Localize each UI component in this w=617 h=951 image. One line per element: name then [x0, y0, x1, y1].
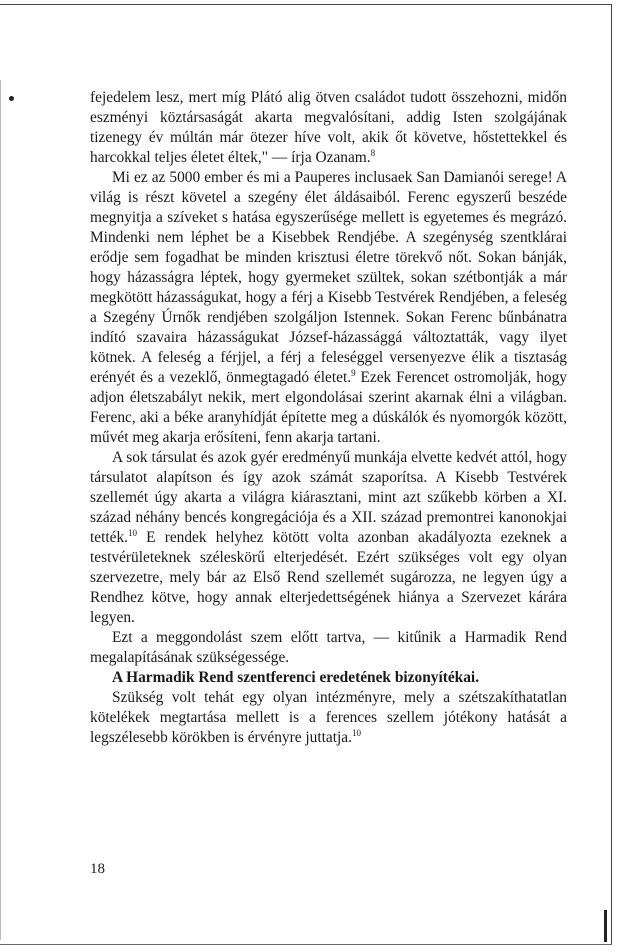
page-edge-top: [0, 4, 612, 5]
paragraph-3-text: A sok társulat és azok gyér eredményű munkája elvette kedvét attól, hogy társulatot alapítson és így azok számát szaporítsa. A Kisebb Testvérek szellemét úgy akarta a világra kiárasztani, mint azt szűkebb körben a XI. század néhány bencés kongregációja és a XII. század premontrei kanonokjai tették.: [90, 449, 567, 546]
page-edge-bottom: [0, 944, 612, 945]
paragraph-3: [90, 448, 567, 628]
paragraph-4-text: Ezt a meggondolást szem előtt tartva, — kitűnik a Harmadik Rend megalapításának szükségessége.: [90, 629, 567, 666]
margin-mark-dot: [9, 96, 14, 101]
paragraph-2: [90, 168, 567, 448]
body-text: [90, 88, 567, 748]
margin-mark-bar: [604, 910, 607, 942]
paragraph-1: [90, 88, 567, 168]
paragraph-3-tail: E rendek helyhez kötött volta azonban akadályozta ezeknek a testvérületeknek széleskörű elterjedését. Ezért szükséges volt egy olyan szervezetre, mely bár az Első Rend szellemét sugározza, ne legyen úgy a Rendhez kötve, hogy annak elterjedettségének hiánya a Szervezet kárára legyen.: [90, 529, 567, 626]
page-edge-right: [611, 4, 612, 944]
paragraph-1-text: fejedelem lesz, mert míg Plátó alig ötven családot tudott összehozni, midőn eszményi köztársaságát akarta megvalósítani, addig Isten szolgájának tizenegy év múltán már ötezer híve volt, akik őt követve, hőstettekkel és harcokkal teljes életet éltek," — írja Ozanam.: [90, 89, 567, 166]
footnote-ref: 9: [351, 367, 356, 378]
footnote-ref: 10: [351, 727, 361, 738]
paragraph-2-text: Mi ez az 5000 ember és mi a Pauperes inclusaek San Damianói serege! A világ is részt követel a szegény élet áldásaiból. Ferenc egyszerű beszéde megnyitja a szíveket s hatása egyszerűsége mellett is egyetemes és megrázó. Mindenki nem léphet be a Kisebbek Rendjébe. A szegénység szentklárai erődje sem fogadhat be minden krisztusi életre törekvő nőt. Sokan bánják, hogy házasságra léptek, hogy gyermeket szültek, sokan szétbontják a már megkötött házasságukat, hogy a férj a Kisebb Testvérek Rendjében, a feleség a Szegény Úrnők rendjében szolgáljon Istennek. Sokan Ferenc bűnbánatra indító szavaira házasságukat József-házassággá változtatták, vagy ilyet kötnek. A feleség a férjjel, a férj a feleséggel versenyezve élik a tisztaság erényét és a vezeklő, önmegtagadó életet.: [90, 169, 567, 386]
footnote-ref: 10: [128, 527, 138, 538]
page-edge-left: [0, 80, 1, 940]
footnote-ref: 8: [370, 147, 376, 158]
paragraph-4: [90, 628, 567, 668]
paragraph-2-tail: Ezek Ferencet ostromolják, hogy adjon életszabályt nekik, mert elgondolásai szerint akarnak élni a világban. Ferenc, aki a béke aranyhídját építette meg a dúskálók és nyomorgók között, művét meg akarja erősíteni, fenn akarja tartani.: [90, 369, 567, 446]
paragraph-5: [90, 688, 567, 748]
section-heading: A Harmadik Rend szentferenci eredetének bizonyítékai.: [112, 669, 480, 686]
page-number: 18: [90, 861, 105, 877]
paragraph-5-text: Szükség volt tehát egy olyan intézményre, mely a szétszakíthatatlan kötelékek megtartása mellett is a ferences szellem jótékony hatását a legszélesebb körökben is érvényre juttatja.: [90, 689, 567, 746]
